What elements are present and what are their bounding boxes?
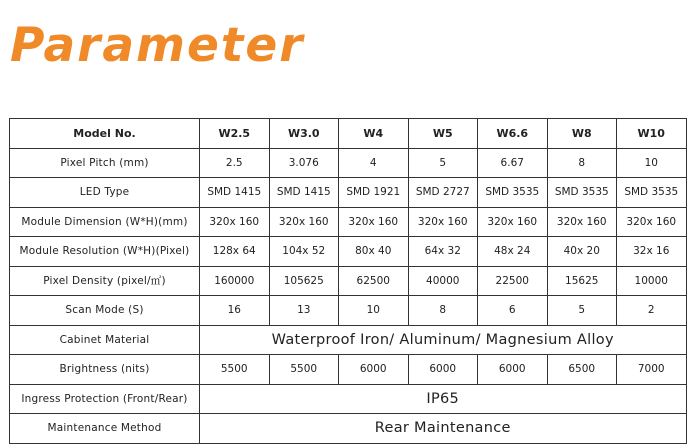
table-row — [10, 325, 687, 355]
table-row — [10, 178, 687, 208]
table-cell: 6000 — [339, 355, 409, 385]
model-header-w3-0: W3.0 — [269, 119, 339, 149]
table-cell: SMD 3535 — [617, 178, 687, 208]
table-cell: SMD 2727 — [408, 178, 478, 208]
table-cell: 320x 160 — [200, 207, 270, 237]
row-label: Brightness (nits) — [10, 355, 200, 385]
table-cell: 8 — [408, 296, 478, 326]
table-cell: 5 — [547, 296, 617, 326]
table-cell: 64x 32 — [408, 237, 478, 267]
table-cell: 320x 160 — [408, 207, 478, 237]
model-header-w4: W4 — [339, 119, 409, 149]
table-cell: SMD 3535 — [478, 178, 548, 208]
table-cell: 16 — [200, 296, 270, 326]
table-cell: 128x 64 — [200, 237, 270, 267]
model-header-w5: W5 — [408, 119, 478, 149]
row-label: Maintenance Method — [10, 414, 200, 444]
spanning-cell: Waterproof Iron/ Aluminum/ Magnesium Alloy — [200, 325, 687, 355]
table-cell: 22500 — [478, 266, 548, 296]
table-cell: 2.5 — [200, 148, 270, 178]
row-label: Scan Mode (S) — [10, 296, 200, 326]
table-cell: 8 — [547, 148, 617, 178]
table-cell: 15625 — [547, 266, 617, 296]
table-cell: SMD 3535 — [547, 178, 617, 208]
table-header-row — [10, 119, 687, 149]
table-cell: 13 — [269, 296, 339, 326]
table-cell: 6500 — [547, 355, 617, 385]
table-cell: 6000 — [478, 355, 548, 385]
table-cell: 320x 160 — [617, 207, 687, 237]
table-cell: 10000 — [617, 266, 687, 296]
table-cell: 10 — [339, 296, 409, 326]
table-cell: 5500 — [269, 355, 339, 385]
table-row — [10, 237, 687, 267]
table-cell: 4 — [339, 148, 409, 178]
header-label-cell: Model No. — [10, 119, 200, 149]
table-cell: 160000 — [200, 266, 270, 296]
table-cell: 62500 — [339, 266, 409, 296]
table-cell: SMD 1415 — [200, 178, 270, 208]
spanning-cell: Rear Maintenance — [200, 414, 687, 444]
table-cell: 5500 — [200, 355, 270, 385]
row-label: Pixel Pitch (mm) — [10, 148, 200, 178]
table-row — [10, 207, 687, 237]
table-cell: 320x 160 — [547, 207, 617, 237]
page-title: Parameter — [10, 18, 305, 73]
row-label: Module Dimension (W*H)(mm) — [10, 207, 200, 237]
table-cell: 40000 — [408, 266, 478, 296]
row-label: LED Type — [10, 178, 200, 208]
table-cell: 320x 160 — [478, 207, 548, 237]
spanning-cell: IP65 — [200, 384, 687, 414]
table-cell: 320x 160 — [269, 207, 339, 237]
table-row — [10, 148, 687, 178]
table-cell: 48x 24 — [478, 237, 548, 267]
table-cell: 6.67 — [478, 148, 548, 178]
table-cell: 320x 160 — [339, 207, 409, 237]
row-label: Cabinet Material — [10, 325, 200, 355]
table-cell: SMD 1921 — [339, 178, 409, 208]
table-cell: 2 — [617, 296, 687, 326]
row-label: Ingress Protection (Front/Rear) — [10, 384, 200, 414]
table-cell: 105625 — [269, 266, 339, 296]
table-row — [10, 355, 687, 385]
table-row — [10, 266, 687, 296]
model-header-w2-5: W2.5 — [200, 119, 270, 149]
table-cell: 104x 52 — [269, 237, 339, 267]
table-cell: 32x 16 — [617, 237, 687, 267]
row-label: Module Resolution (W*H)(Pixel) — [10, 237, 200, 267]
table-cell: 10 — [617, 148, 687, 178]
model-header-w8: W8 — [547, 119, 617, 149]
row-label: Pixel Density (pixel/㎡) — [10, 266, 200, 296]
table-cell: 80x 40 — [339, 237, 409, 267]
table-cell: 40x 20 — [547, 237, 617, 267]
parameter-table — [9, 118, 687, 444]
table-cell: 6 — [478, 296, 548, 326]
table-cell: 7000 — [617, 355, 687, 385]
table-cell: 3.076 — [269, 148, 339, 178]
table-row — [10, 296, 687, 326]
table-cell: SMD 1415 — [269, 178, 339, 208]
model-header-w10: W10 — [617, 119, 687, 149]
table-row — [10, 414, 687, 444]
table-cell: 5 — [408, 148, 478, 178]
table-row — [10, 384, 687, 414]
model-header-w6-6: W6.6 — [478, 119, 548, 149]
table-cell: 6000 — [408, 355, 478, 385]
